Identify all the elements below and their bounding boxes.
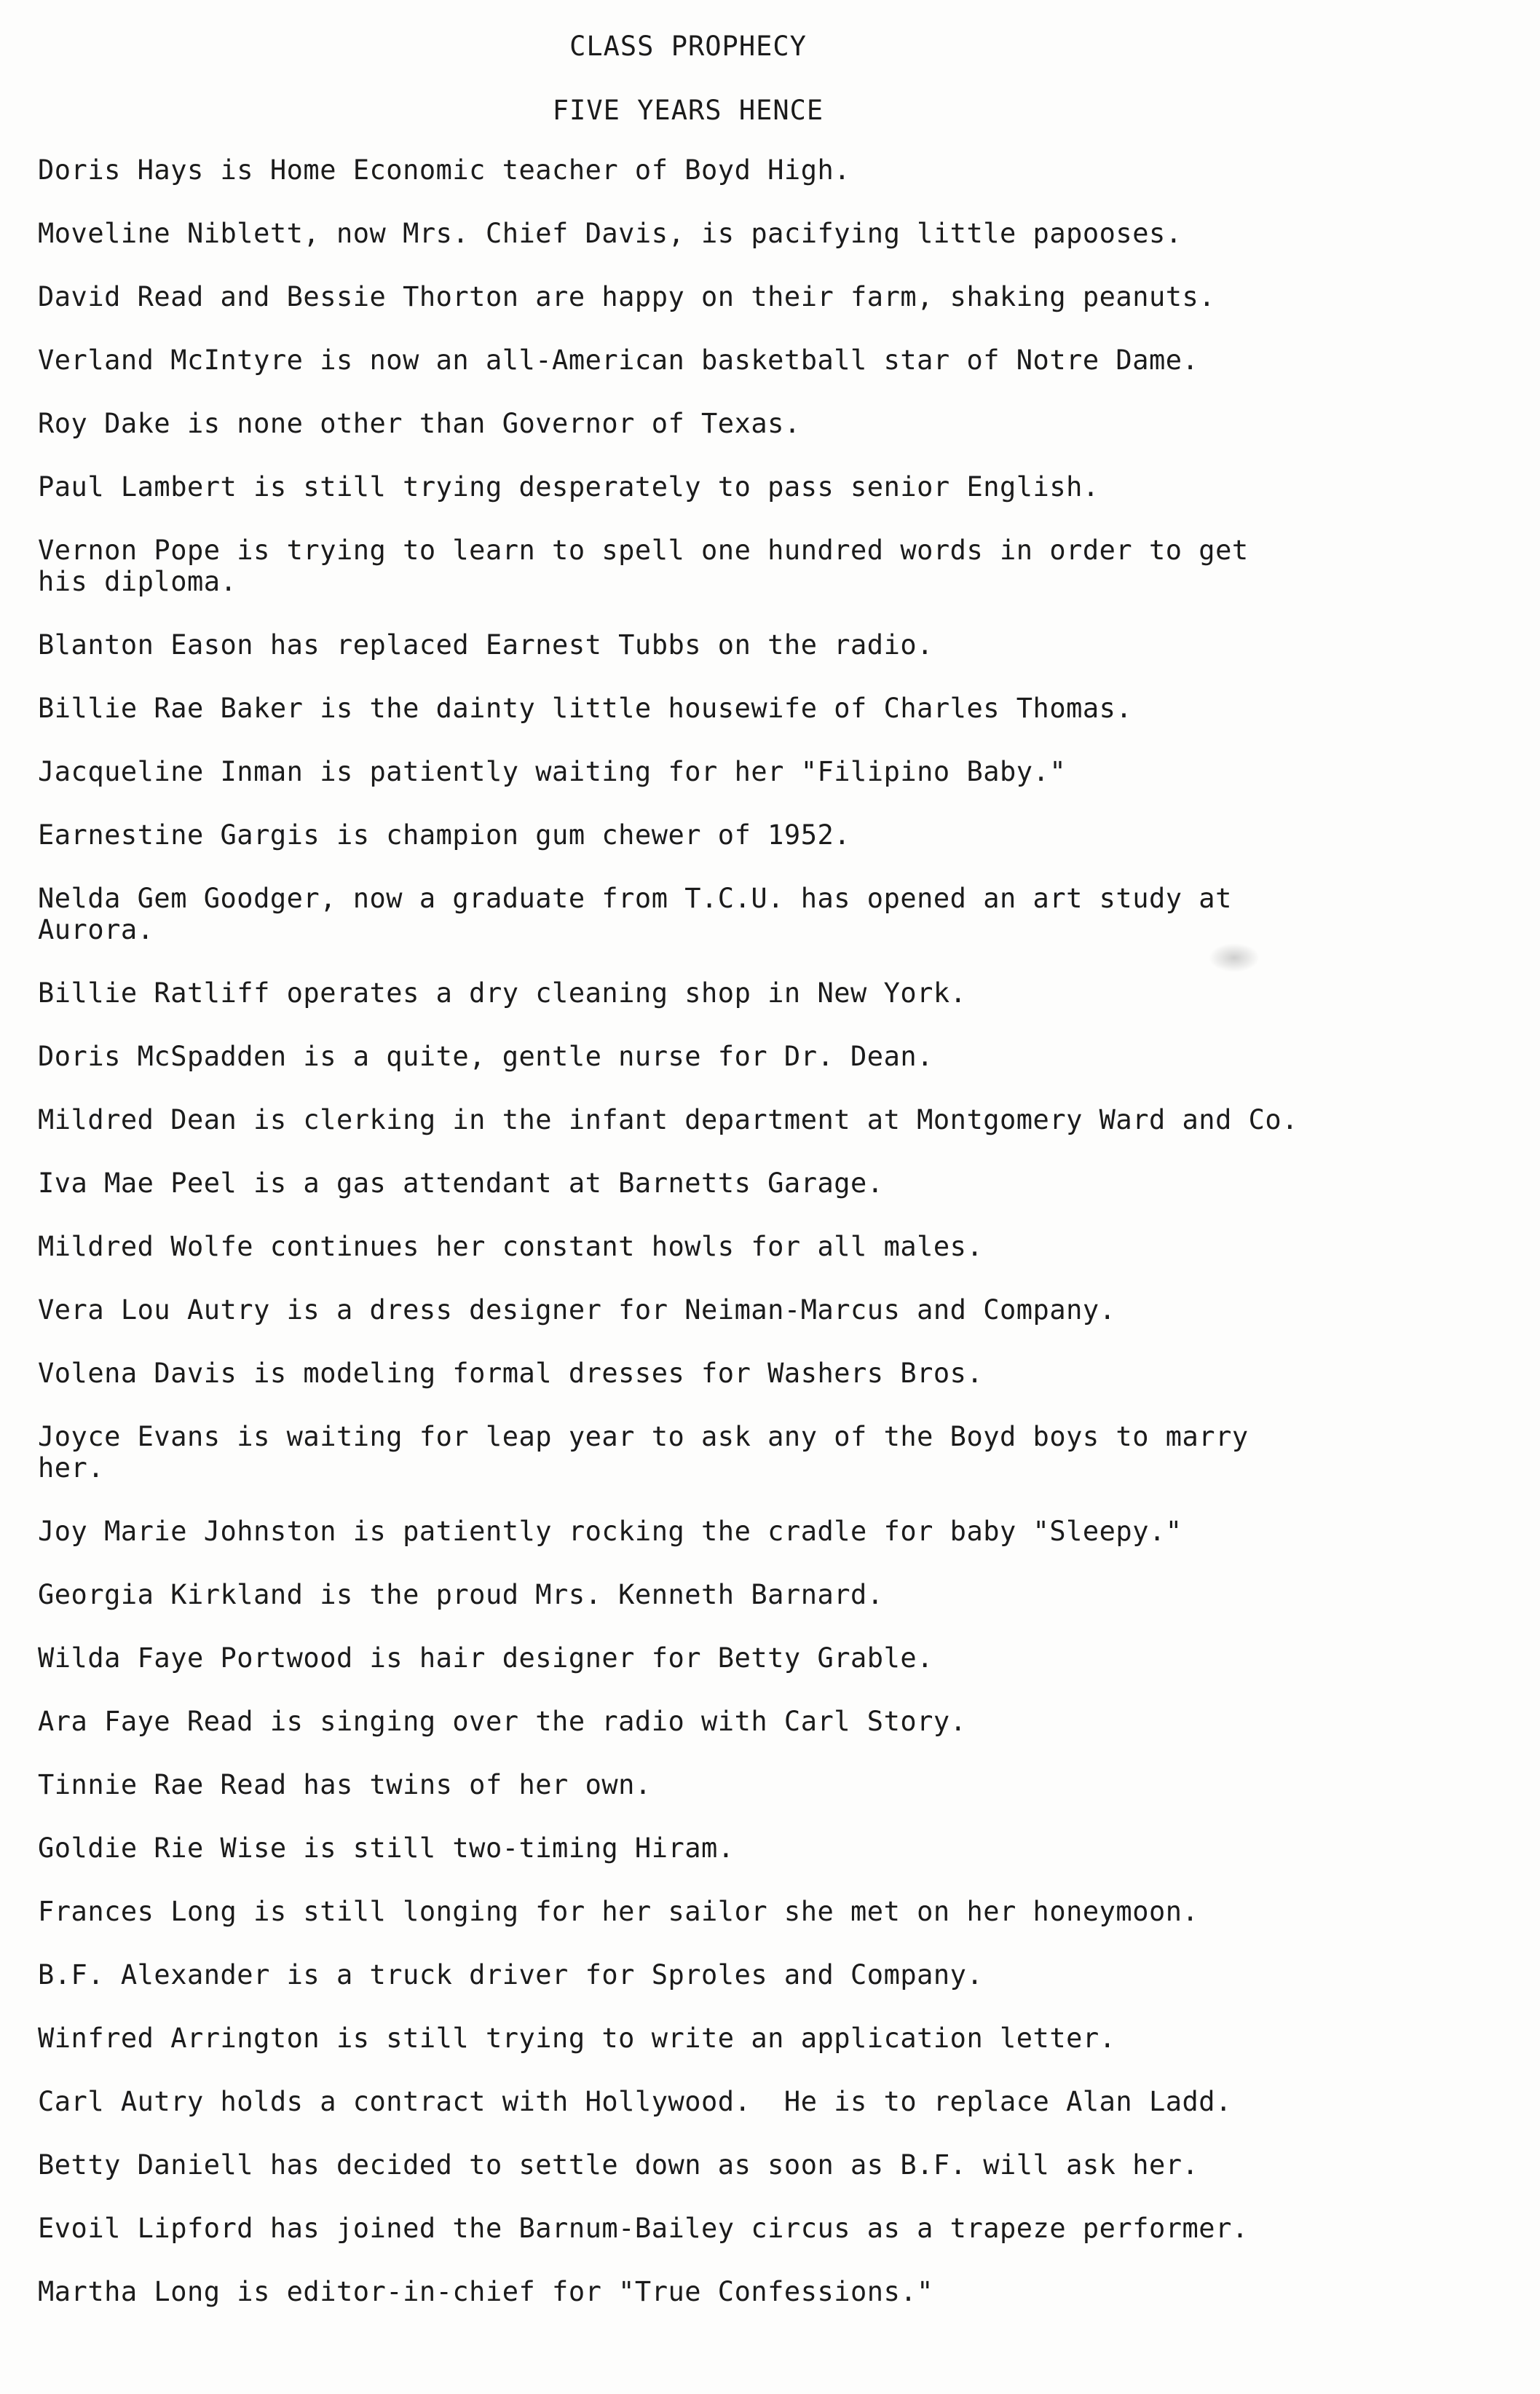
prophecy-entry: Betty Daniell has decided to settle down as soon as B.F. will ask her.	[38, 2149, 1199, 2181]
prophecy-entry: Iva Mae Peel is a gas attendant at Barnetts Garage.	[38, 1168, 884, 1199]
prophecy-entry: Earnestine Gargis is champion gum chewer of 1952.	[38, 819, 851, 851]
prophecy-entry: Billie Rae Baker is the dainty little housewife of Charles Thomas.	[38, 693, 1133, 724]
document-title: CLASS PROPHECY	[569, 31, 807, 62]
prophecy-entry: Vera Lou Autry is a dress designer for Neiman-Marcus and Company.	[38, 1294, 1116, 1326]
prophecy-entry: Moveline Niblett, now Mrs. Chief Davis, is pacifying little papooses.	[38, 218, 1182, 249]
prophecy-entry: Mildred Wolfe continues her constant howls for all males.	[38, 1231, 984, 1262]
prophecy-entry: Joy Marie Johnston is patiently rocking the cradle for baby "Sleepy."	[38, 1516, 1182, 1547]
prophecy-list	[38, 154, 1480, 2339]
prophecy-entry: Doris McSpadden is a quite, gentle nurse for Dr. Dean.	[38, 1041, 933, 1072]
prophecy-entry: Evoil Lipford has joined the Barnum-Bailey circus as a trapeze performer.	[38, 2213, 1249, 2244]
prophecy-entry: Paul Lambert is still trying desperately to pass senior English.	[38, 471, 1099, 503]
prophecy-entry: Verland McIntyre is now an all-American basketball star of Notre Dame.	[38, 344, 1199, 376]
prophecy-entry: Frances Long is still longing for her sailor she met on her honeymoon.	[38, 1896, 1199, 1927]
prophecy-entry: Tinnie Rae Read has twins of her own.	[38, 1769, 652, 1800]
prophecy-entry: Roy Dake is none other than Governor of Texas.	[38, 408, 801, 439]
prophecy-entry: Doris Hays is Home Economic teacher of Boyd High.	[38, 154, 851, 186]
prophecy-entry: Wilda Faye Portwood is hair designer for Betty Grable.	[38, 1642, 933, 1674]
prophecy-entry: B.F. Alexander is a truck driver for Sproles and Company.	[38, 1959, 984, 1991]
document-subtitle: FIVE YEARS HENCE	[552, 95, 824, 126]
prophecy-entry: Joyce Evans is waiting for leap year to ask any of the Boyd boys to marry her.	[38, 1421, 1249, 1484]
prophecy-entry: Winfred Arrington is still trying to write an application letter.	[38, 2023, 1116, 2054]
prophecy-entry: Billie Ratliff operates a dry cleaning shop in New York.	[38, 977, 967, 1009]
prophecy-entry: Volena Davis is modeling formal dresses for Washers Bros.	[38, 1358, 984, 1389]
prophecy-entry: Nelda Gem Goodger, now a graduate from T.C.U. has opened an art study at Aurora.	[38, 883, 1232, 945]
prophecy-entry: Georgia Kirkland is the proud Mrs. Kenneth Barnard.	[38, 1579, 884, 1610]
prophecy-entry: Martha Long is editor-in-chief for "True Confessions."	[38, 2276, 933, 2307]
prophecy-entry: Mildred Dean is clerking in the infant department at Montgomery Ward and Co.	[38, 1104, 1298, 1135]
ink-smudge	[1209, 943, 1260, 972]
prophecy-entry: Carl Autry holds a contract with Hollywood. He is to replace Alan Ladd.	[38, 2086, 1232, 2117]
prophecy-entry: Goldie Rie Wise is still two-timing Hiram.	[38, 1832, 735, 1864]
prophecy-entry: Blanton Eason has replaced Earnest Tubbs on the radio.	[38, 629, 933, 661]
prophecy-entry: Jacqueline Inman is patiently waiting for her "Filipino Baby."	[38, 756, 1067, 787]
prophecy-entry: Ara Faye Read is singing over the radio with Carl Story.	[38, 1706, 967, 1737]
prophecy-entry: Vernon Pope is trying to learn to spell one hundred words in order to get his diploma.	[38, 535, 1249, 597]
prophecy-entry: David Read and Bessie Thorton are happy on their farm, shaking peanuts.	[38, 281, 1216, 312]
